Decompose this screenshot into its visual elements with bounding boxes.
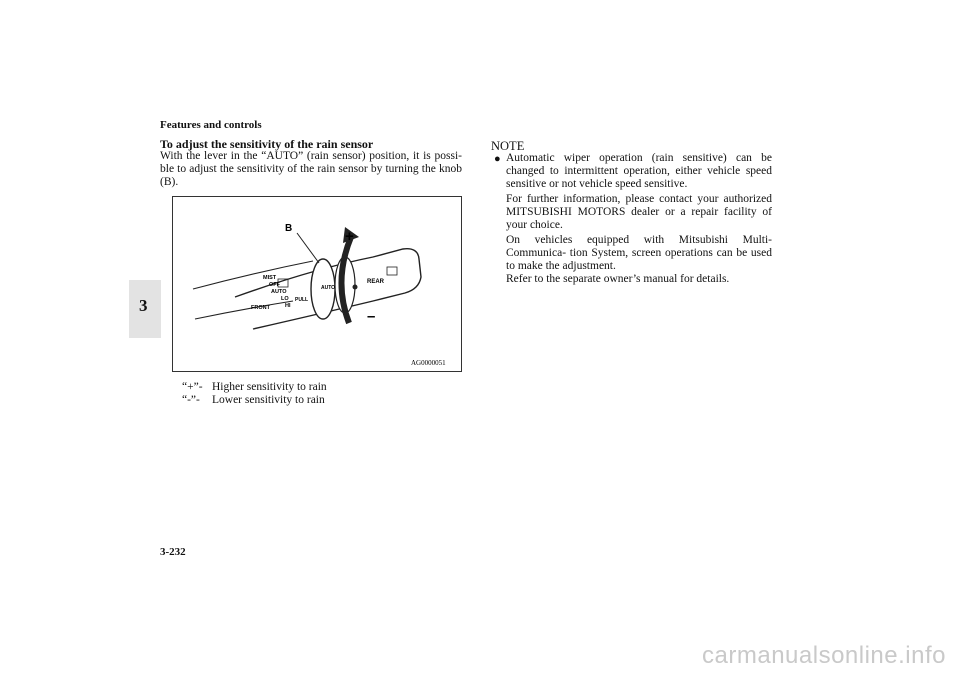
page-number: 3-232 [160,546,186,558]
label-pull: PULL [295,297,309,303]
knob-dot [353,285,358,290]
chapter-tab [129,280,161,338]
label-front: FRONT [251,305,270,311]
label-auto: AUTO [271,289,287,295]
lever-top-line [193,261,313,289]
legend-key: “-”- [182,394,200,406]
legend-text: Higher sensitivity to rain [212,381,327,393]
label-auto-knob: AUTO [321,285,336,291]
wiper-lever-illustration [172,196,462,372]
section-paragraph: With the lever in the “AUTO” (rain sensor) position, it is possi- ble to adjust the sensitivity of the rain sensor by turning the knob (B). [160,150,462,188]
wiper-lever-drawing [173,197,461,371]
label-rear: REAR [367,279,385,285]
label-b-leader [297,233,319,263]
note-title: NOTE [491,139,525,153]
note-paragraph: Automatic wiper operation (rain sensitive) can be changed to intermittent operation, either vehicle speed sensitive or not vehicle speed sensitive. [506,152,772,190]
section-header: Features and controls [160,119,262,131]
figure-code: AG0000051 [411,359,446,367]
legend-key: “+”- [182,381,203,393]
section-heading: To adjust the sensitivity of the rain sensor [160,137,374,151]
lever-bottom-line [195,301,293,319]
legend-text: Lower sensitivity to rain [212,394,325,406]
chapter-number: 3 [139,296,148,315]
label-lo: LO [281,296,289,302]
note-paragraph: On vehicles equipped with Mitsubishi Multi-Communica- tion System, screen operations can be used to make the adjustment. [506,234,772,272]
label-mist: MIST [263,275,277,281]
watermark[interactable]: carmanualsonline.info [702,642,946,669]
label-b: B [285,223,293,234]
legend-row-plus [182,381,327,394]
label-hi: HI [285,303,291,309]
label-off: OFF [269,282,280,288]
rear-wiper-icon [387,267,397,275]
sensitivity-legend [182,381,327,407]
note-paragraph: Refer to the separate owner’s manual for details. [506,273,730,285]
label-plus: + [345,228,354,245]
label-minus: – [367,308,376,325]
note-block [494,152,772,288]
legend-row-minus [182,394,327,407]
bullet-icon: ● [494,153,501,165]
note-paragraph: For further information, please contact your authorized MITSUBISHI MOTORS dealer or a repair facility of your choice. [506,193,772,231]
